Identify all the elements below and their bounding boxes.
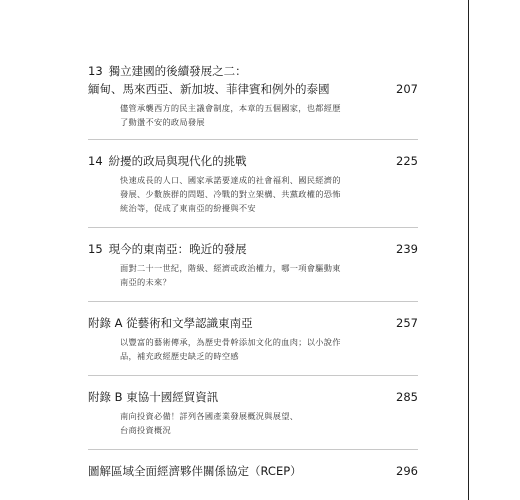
chapter-number: 14 [88, 154, 103, 168]
chapter-description [120, 261, 390, 289]
page-number: 285 [396, 390, 418, 404]
toc-entry-title-line [88, 152, 378, 170]
toc-entry-heading [88, 240, 418, 258]
chapter-description [120, 173, 390, 215]
divider [88, 449, 418, 450]
toc-entry-heading [88, 462, 418, 480]
toc-entry-heading [88, 314, 418, 332]
appendix-description [120, 335, 390, 363]
description-line: 品，補充政經歷史缺乏的時空感 [120, 351, 239, 361]
page-number: 225 [396, 154, 418, 168]
divider [88, 375, 418, 376]
chapter-description [120, 101, 390, 129]
appendix-title: 附錄 B 東協十國經貿資訊 [88, 390, 219, 404]
toc-entry-heading [88, 388, 418, 406]
appendix-description [120, 409, 390, 437]
chapter-number: 13 [88, 64, 103, 78]
toc-entry-rcep[interactable] [88, 462, 418, 480]
page-number: 296 [396, 464, 418, 478]
description-line: 了動盪不安的政局發展 [120, 117, 205, 127]
toc-entry-chapter-14[interactable] [88, 152, 418, 215]
description-line: 統治等，促成了東南亞的紛擾與不安 [120, 203, 256, 213]
toc-entry-title-line [88, 240, 378, 258]
rcep-title: 圖解區域全面經濟夥伴關係協定（RCEP） [88, 464, 302, 478]
description-line: 南亞的未來？ [120, 277, 171, 287]
toc-entry-title-line [88, 62, 378, 80]
divider [88, 227, 418, 228]
chapter-title: 紛擾的政局與現代化的挑戰 [108, 154, 247, 168]
chapter-title-continued: 緬甸、馬來西亞、新加坡、菲律賓和例外的泰國 [88, 82, 330, 96]
page-number: 257 [396, 316, 418, 330]
description-line: 台商投資概況 [120, 425, 171, 435]
divider [88, 301, 418, 302]
description-line: 快速成長的人口、國家承諾要達成的社會福利、國民經濟的 [120, 175, 341, 185]
description-line: 南向投資必備！詳列各國產業發展概況與展望、 [120, 411, 299, 421]
description-line: 以豐富的藝術傳承，為歷史骨幹添加文化的血肉；以小說作 [120, 337, 341, 347]
toc-entry-appendix-b[interactable] [88, 388, 418, 437]
toc-entry-heading [88, 152, 418, 170]
description-line: 面對二十一世紀，階級、經濟或政治權力，哪一項會驅動東 [120, 263, 341, 273]
toc-entry-heading [88, 62, 418, 98]
divider [88, 139, 418, 140]
chapter-number: 15 [88, 242, 103, 256]
toc-entry-appendix-a[interactable] [88, 314, 418, 363]
toc-entry-chapter-15[interactable] [88, 240, 418, 289]
page-number: 207 [396, 82, 418, 96]
chapter-title: 獨立建國的後續發展之二： [108, 64, 247, 78]
page-number: 239 [396, 242, 418, 256]
description-line: 發展、少數族群的問題、冷戰的對立架構、共黨政權的恐怖 [120, 189, 341, 199]
chapter-title: 現今的東南亞：晚近的發展 [108, 242, 247, 256]
page-edge-line [468, 0, 469, 500]
appendix-title: 附錄 A 從藝術和文學認識東南亞 [88, 316, 253, 330]
toc-entry-chapter-13[interactable] [88, 62, 418, 129]
table-of-contents [88, 62, 418, 480]
description-line: 儘管承襲西方的民主議會制度，本章的五個國家，也都經歷 [120, 103, 341, 113]
